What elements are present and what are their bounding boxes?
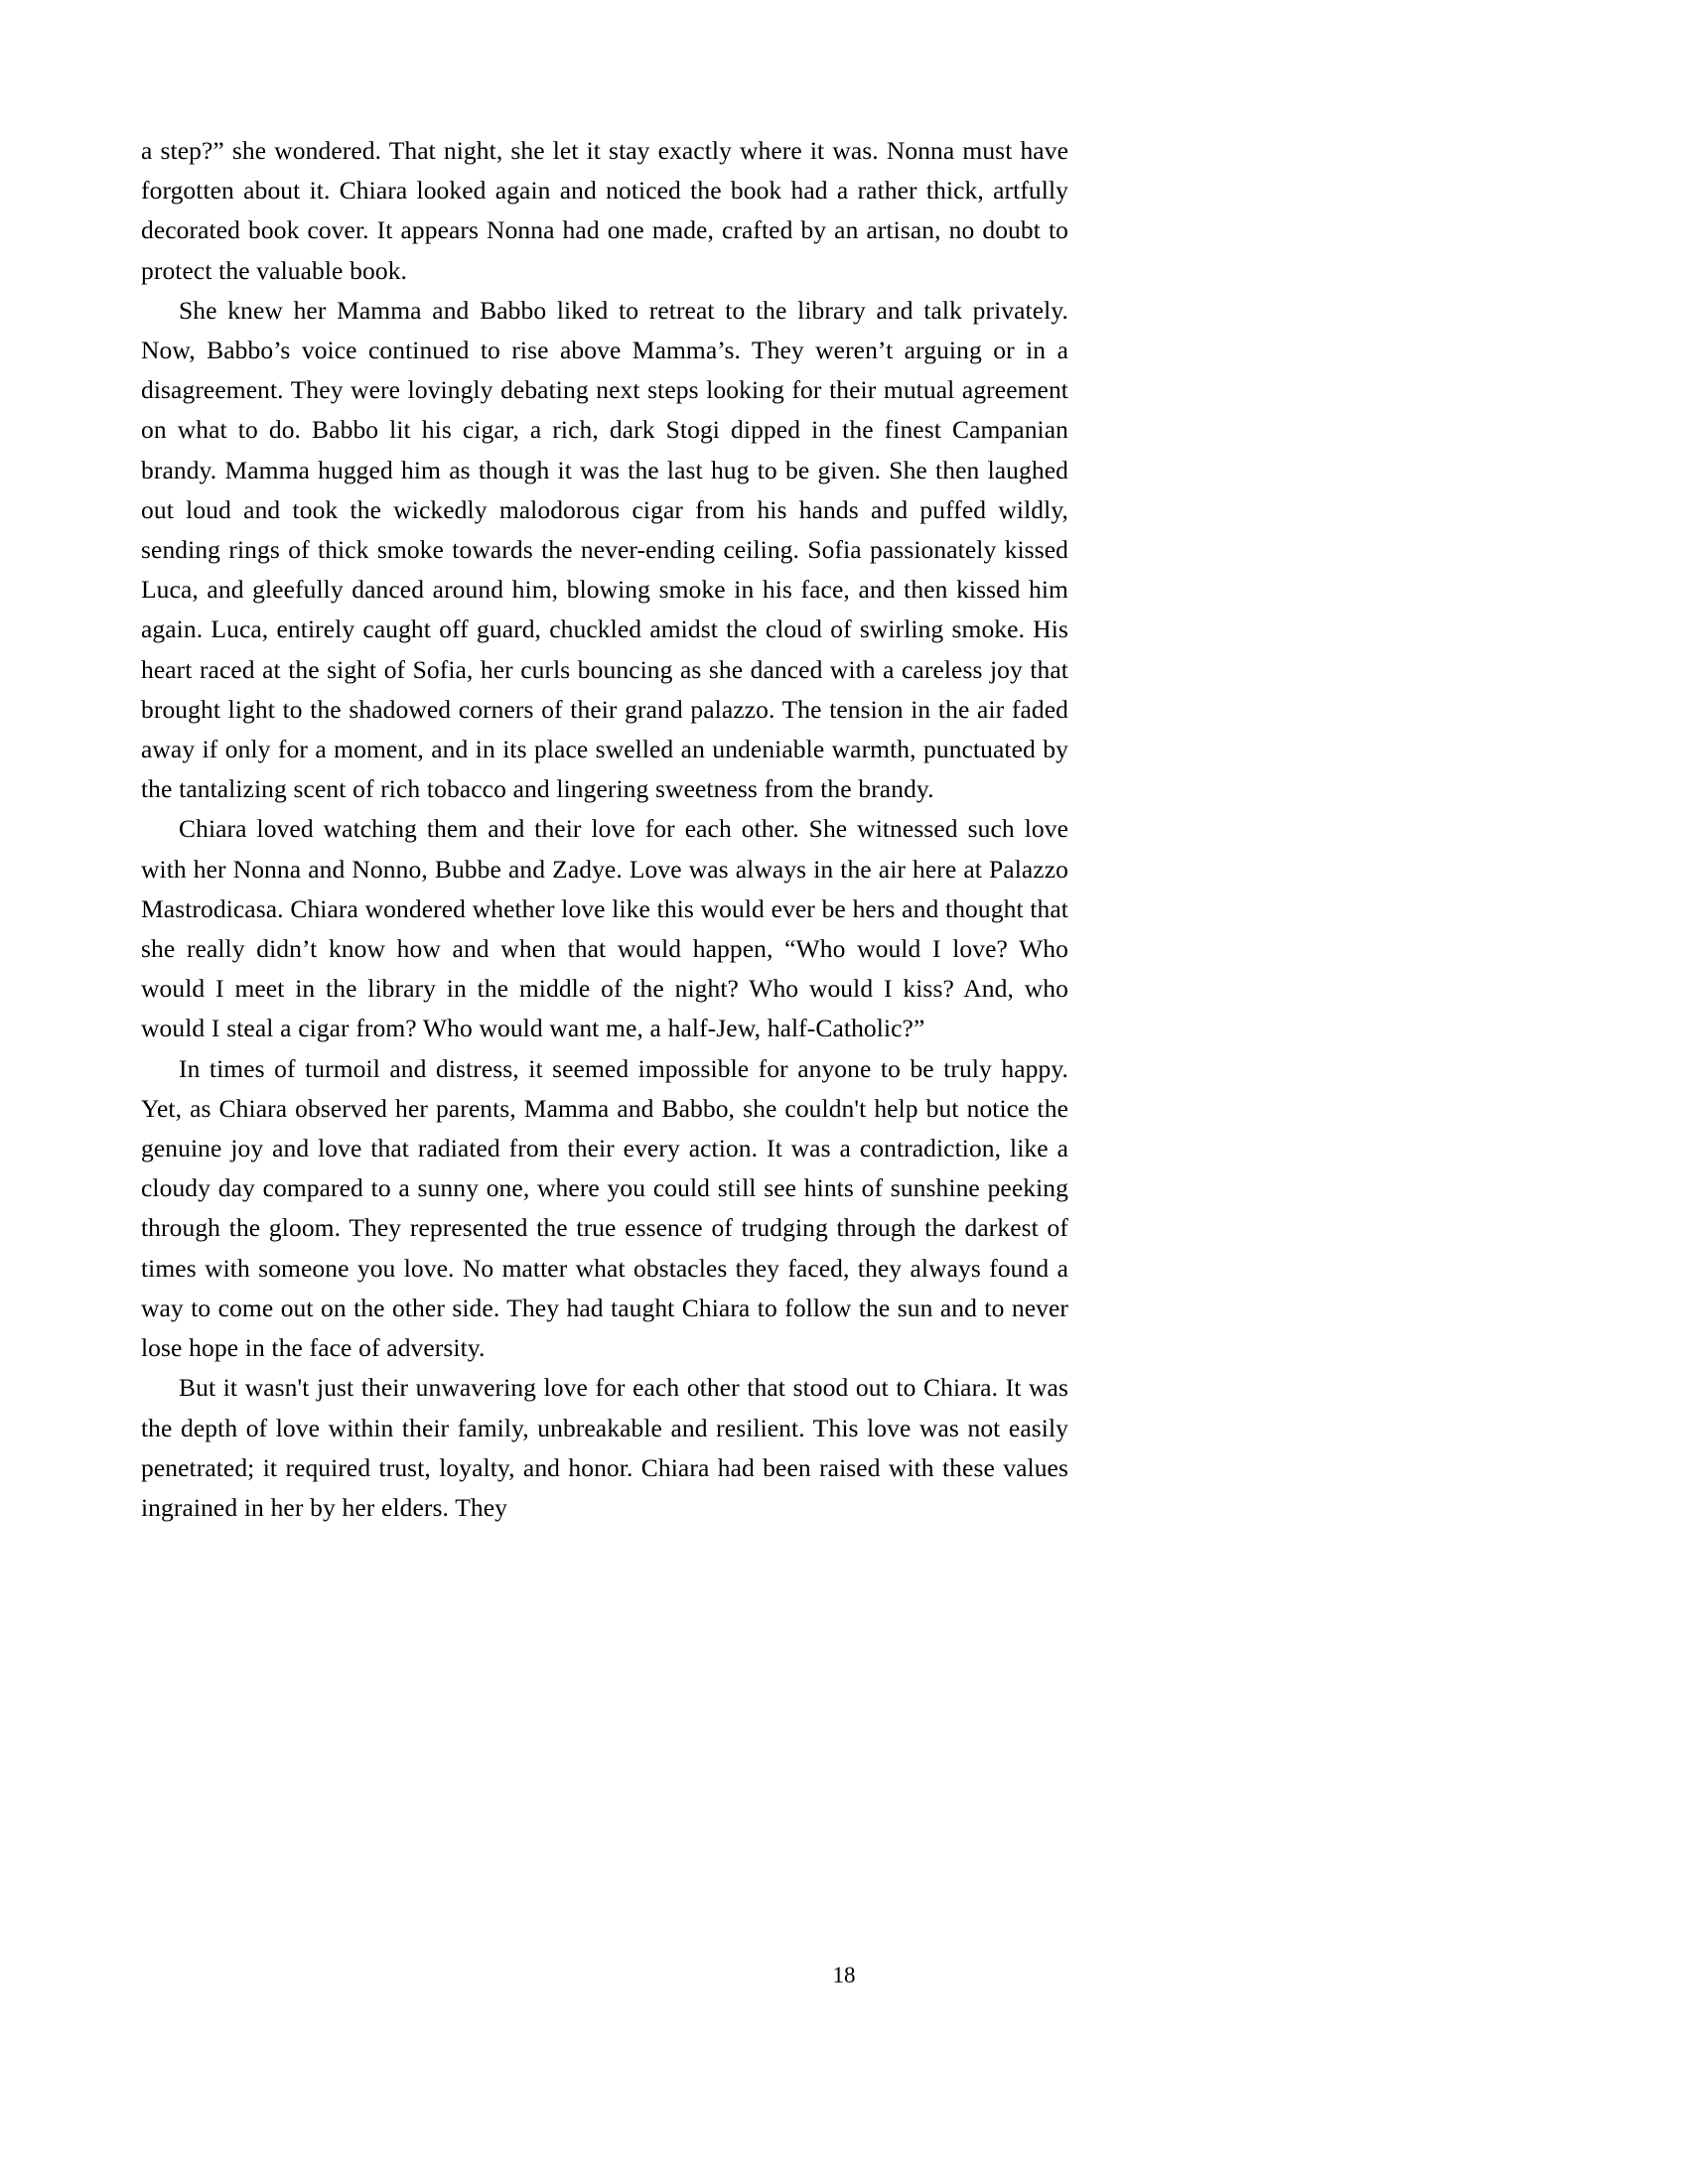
paragraph: a step?” she wondered. That night, she let it stay exactly where it was. Nonna must have forgotten about it. Chiara looked again and noticed the book had a rather thick, artfully decorated book cover. It appears Nonna had one made, crafted by an artisan, no doubt to protect the valuable book. xyxy=(141,136,1068,285)
body-text-block xyxy=(141,131,1068,1528)
page-number: 18 xyxy=(832,1963,856,1987)
paragraph: She knew her Mamma and Babbo liked to retreat to the library and talk privately. Now, Babbo’s voice continued to rise above Mamma’s. They weren’t arguing or in a disagreement. They were lovingly debating next steps looking for their mutual agreement on what to do. Babbo lit his cigar, a rich, dark Stogi dipped in the finest Campanian brandy. Mamma hugged him as though it was the last hug to be given. She then laughed out loud and took the wickedly malodorous cigar from his hands and puffed wildly, sending rings of thick smoke towards the never-ending ceiling. Sofia passionately kissed Luca, and gleefully danced around him, blowing smoke in his face, and then kissed him again. Luca, entirely caught off guard, chuckled amidst the cloud of swirling smoke. His heart raced at the sight of Sofia, her curls bouncing as she danced with a careless joy that brought light to the shadowed corners of their grand palazzo. The tension in the air faded away if only for a moment, and in its place swelled an undeniable warmth, punctuated by the tantalizing scent of rich tobacco and lingering sweetness from the brandy. xyxy=(141,295,1068,804)
paragraph: In times of turmoil and distress, it seemed impossible for anyone to be truly happy. Yet, as Chiara observed her parents, Mamma and Babbo, she couldn't help but notice the genuine joy and love that radiated from their every action. It was a contradiction, like a cloudy day compared to a sunny one, where you could still see hints of sunshine peeking through the gloom. They represented the true essence of trudging through the darkest of times with someone you love. No matter what obstacles they faced, they always found a way to come out on the other side. They had taught Chiara to follow the sun and to never lose hope in the face of adversity. xyxy=(141,1053,1068,1363)
paragraph: But it wasn't just their unwavering love for each other that stood out to Chiara. It was the depth of love within their family, unbreakable and resilient. This love was not easily penetrated; it required trust, loyalty, and honor. Chiara had been raised with these values ingrained in her by her elders. They xyxy=(141,1373,1068,1522)
paragraph: Chiara loved watching them and their love for each other. She witnessed such love with her Nonna and Nonno, Bubbe and Zadye. Love was always in the air here at Palazzo Mastrodicasa. Chiara wondered whether love like this would ever be hers and thought that she really didn’t know how and when that would happen, “Who would I love? Who would I meet in the library in the middle of the night? Who would I kiss? And, who would I steal a cigar from? Who would want me, a half-Jew, half-Catholic?” xyxy=(141,814,1068,1043)
